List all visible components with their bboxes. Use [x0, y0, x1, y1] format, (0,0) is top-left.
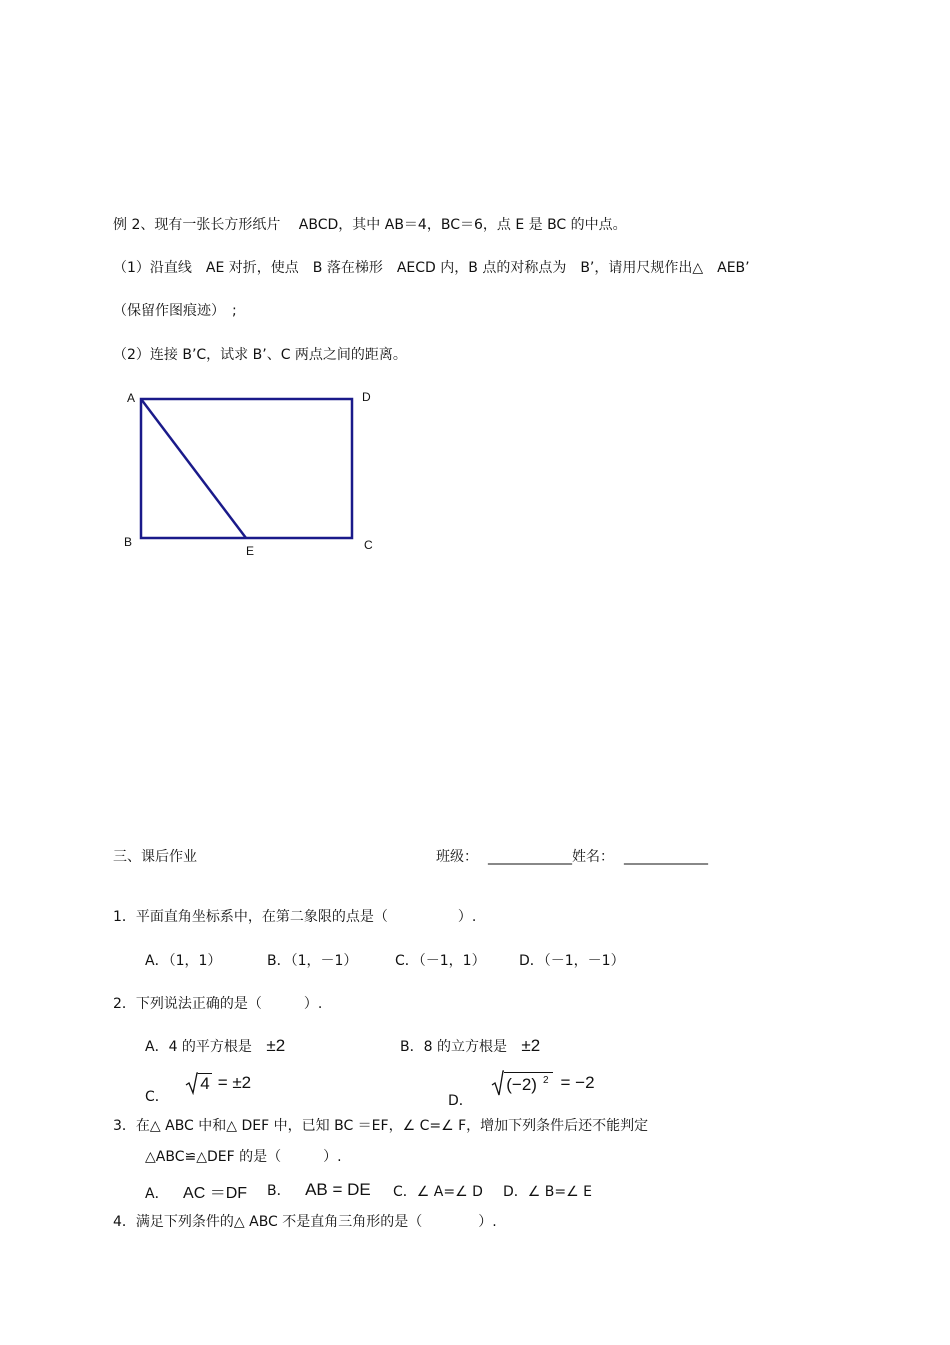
q2-option-c-label: C．: [145, 1089, 169, 1105]
q3-option-b: [267, 1180, 371, 1200]
q3-option-a-label: A．: [145, 1186, 169, 1202]
q3-option-a-math: AC ＝DF: [183, 1185, 248, 1202]
q2-option-b-text: B．8 的立方根是: [400, 1039, 507, 1055]
q2-option-d: [448, 1069, 595, 1109]
q2-option-a-text: A．4 的平方根是: [145, 1039, 252, 1055]
name-blank[interactable]: ____________: [624, 849, 708, 865]
q2-option-d-expr: [491, 1069, 594, 1097]
example2-part1-line1: （1）沿直线 AE 对折，使点 B 落在梯形 AECD 内，B 点的对称点为 B’，请用尺规作出△ AEB’: [113, 260, 750, 276]
homework-title: 三、课后作业: [113, 849, 197, 865]
q3-stem: 3．在△ ABC 中和△ DEF 中，已知 BC ＝EF，∠ C=∠ F，增加下列条件后还不能判定: [113, 1118, 649, 1134]
q2-option-a-math: ±2: [266, 1036, 286, 1055]
q3-stem2: △ABC≌△DEF 的是（ ）.: [145, 1149, 342, 1165]
q1-option-a: A．（1，1）: [145, 953, 222, 969]
q3-option-b-label: B．: [267, 1183, 291, 1199]
q1-option-b: B．（1，－1）: [267, 953, 358, 969]
q1-option-c: C．（－1，1）: [395, 953, 486, 969]
q3-option-c: C．∠ A=∠ D: [393, 1184, 483, 1200]
example2-intro: 例 2、现有一张长方形纸片 ABCD，其中 AB＝4，BC＝6，点 E 是 BC 的中点。: [113, 217, 627, 233]
rectangle-figure: [110, 385, 390, 565]
label-e: E: [246, 544, 255, 558]
class-blank[interactable]: ____________: [488, 849, 572, 865]
class-field: [436, 846, 708, 866]
label-b: B: [124, 535, 133, 549]
q2-option-d-label: D．: [448, 1093, 473, 1109]
q2-option-d-radicand: (−2): [506, 1074, 537, 1094]
q3-option-b-math: AB = DE: [305, 1180, 371, 1199]
q3-option-a: [145, 1180, 247, 1203]
q2-option-a: [145, 1036, 285, 1056]
q2-option-c-rest: = ±2: [217, 1073, 252, 1092]
q2-option-b-math: ±2: [521, 1036, 541, 1055]
q2-option-c: [145, 1071, 252, 1105]
q2-option-d-exponent: 2: [542, 1074, 549, 1086]
q3-option-d: D．∠ B=∠ E: [503, 1184, 592, 1200]
q4-stem: 4．满足下列条件的△ ABC 不是直角三角形的是（ ）.: [113, 1214, 497, 1230]
segment-ae: [141, 399, 246, 538]
example2-part1-line2: （保留作图痕迹） ;: [113, 303, 237, 319]
rectangle-abcd: [141, 399, 352, 538]
sqrt-sign-icon: [185, 1071, 198, 1095]
name-label: 姓名：: [572, 849, 614, 865]
q2-option-c-radicand: 4: [200, 1073, 210, 1093]
label-d: D: [362, 390, 371, 404]
q2-stem: 2．下列说法正确的是（ ）.: [113, 996, 323, 1012]
q2-option-c-expr: [185, 1071, 251, 1095]
label-c: C: [364, 538, 373, 552]
class-label: 班级：: [436, 849, 478, 865]
example2-part2: （2）连接 B’C，试求 B’、C 两点之间的距离。: [113, 347, 407, 363]
label-a: A: [127, 391, 136, 405]
q2-option-b: [400, 1036, 540, 1056]
q2-option-d-radicand-wrap: [504, 1072, 552, 1095]
sqrt-sign-icon: [491, 1069, 504, 1097]
q2-option-d-rest: = −2: [560, 1073, 595, 1092]
q1-option-d: D．（－1，－1）: [519, 953, 625, 969]
q1-stem: 1．平面直角坐标系中，在第二象限的点是（ ）.: [113, 909, 477, 925]
